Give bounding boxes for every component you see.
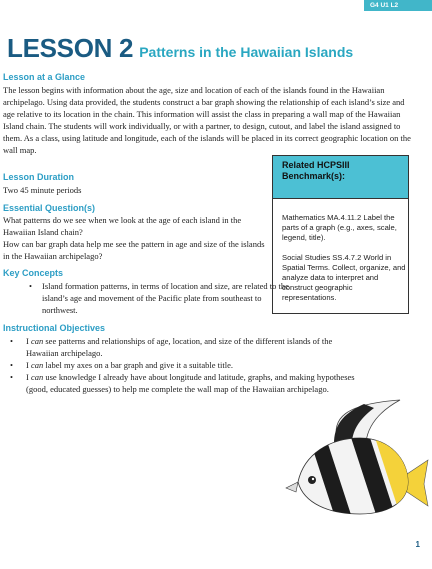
benchmark-heading: Related HCPSIII Benchmark(s): [273, 156, 408, 199]
concepts-heading: Key Concepts [3, 268, 64, 278]
list-item: • I can see patterns and relationships of age, location, and size of the different islands of the Hawaiian archipelago. [10, 336, 333, 358]
duration-text: Two 45 minute periods [3, 185, 82, 195]
benchmark-social: Social Studies SS.4.7.2 World in Spatial Terms. Collect, organize, and analyze data to interpret and construct geographic representations. [282, 253, 406, 302]
glance-text: The lesson begins with information about the age, size and location of each of the islands found in the Hawaiian archipelago. Using data provided, the students construct a bar graph showing the relationship of each island’s size and age relative to its location in the chain. This information will assist the class in preparing a wall map of the Hawaiian Island chain. The students will work individually, or with a partner, to design, cutout, and label the island assigned to them. As a class, using latitude and longitude, each of the islands will be placed in its correct geographic location on the wall map. [3, 85, 411, 155]
list-item: • I can label my axes on a bar graph and give it a suitable title. [10, 360, 234, 370]
unit-tag: G4 U1 L2 [364, 0, 432, 11]
objectives-list [10, 335, 360, 395]
benchmark-box [272, 155, 409, 314]
question-1: What patterns do we see when we look at the age of each island in the Hawaiian Island chain? [3, 215, 242, 237]
fish-illustration [282, 398, 432, 518]
duration-heading: Lesson Duration [3, 172, 75, 182]
list-item: • I can use knowledge I already have about longitude and latitude, graphs, and making hypotheses (good, educated guesses) to help me complete the wall map of the Hawaiian archipelago. [10, 372, 355, 394]
question-2: How can bar graph data help me see the pattern in age and size of the islands in the Hawaiian archipelago? [3, 239, 265, 261]
page-number: 1 [415, 540, 420, 549]
concepts-list [12, 280, 292, 316]
lesson-subtitle: Patterns in the Hawaiian Islands [139, 44, 354, 60]
list-item: • Island formation patterns, in terms of location and size, are related to the island’s age and movement of the Pacific plate from southeast to northwest. [29, 281, 289, 315]
questions-heading: Essential Question(s) [3, 203, 96, 213]
objectives-heading: Instructional Objectives [3, 323, 106, 333]
lesson-number: LESSON 2 [7, 33, 134, 63]
glance-heading: Lesson at a Glance [3, 72, 86, 82]
benchmark-math: Mathematics MA.4.11.2 Label the parts of a graph (e.g., axes, scale, legend, title). [282, 213, 397, 242]
lesson-title [7, 33, 353, 64]
